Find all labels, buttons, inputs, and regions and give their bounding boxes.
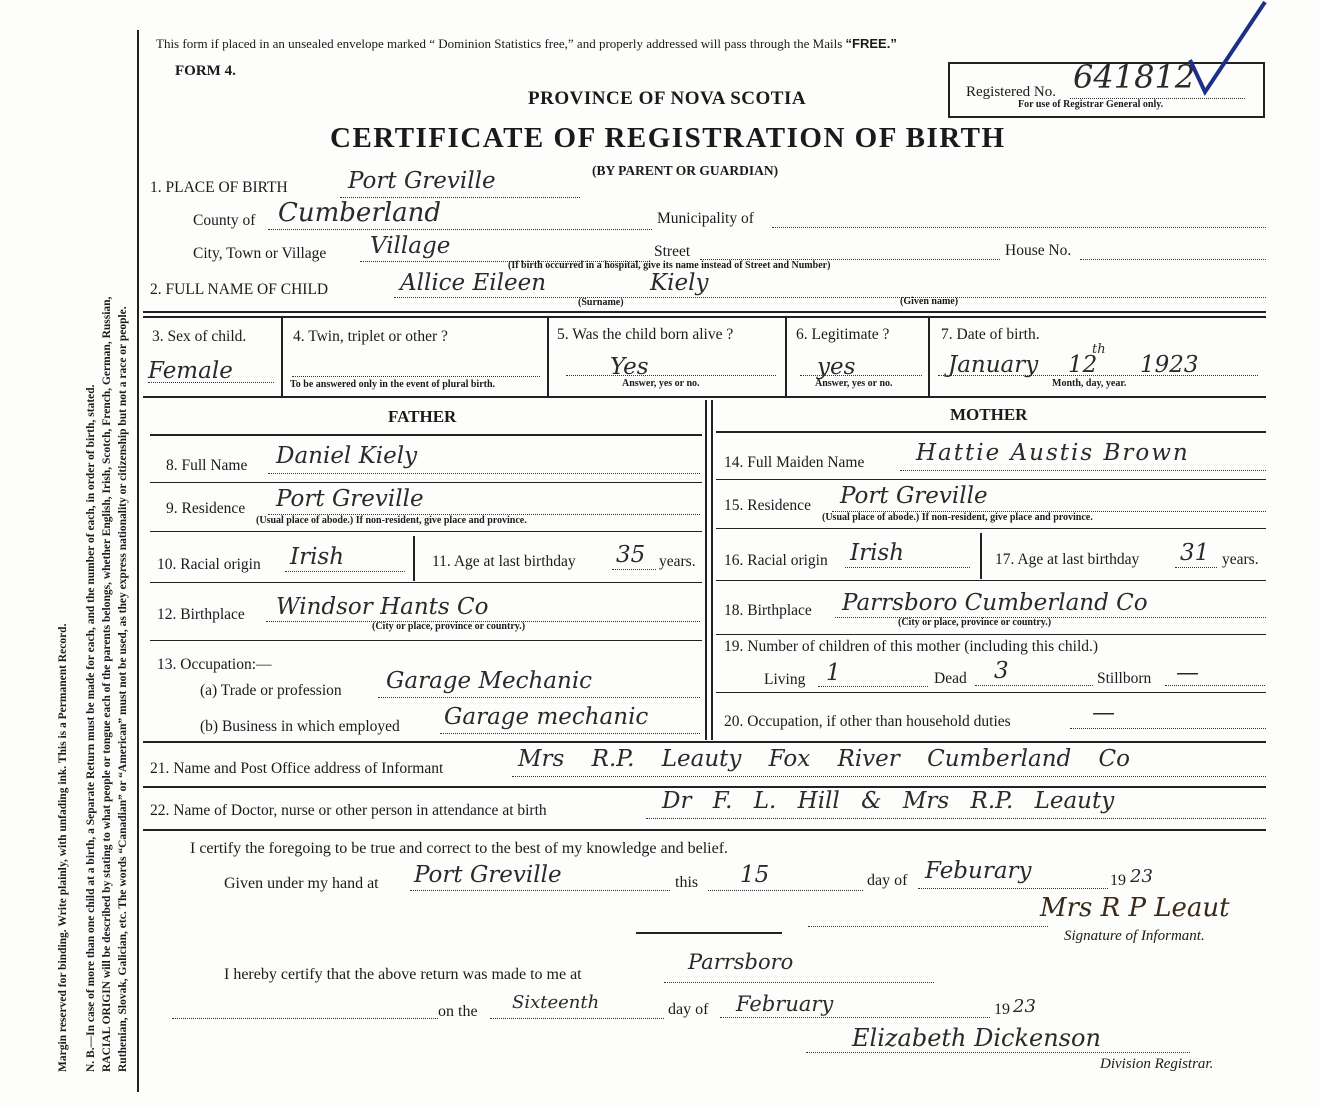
father-race-label: 10. Racial origin (157, 556, 261, 573)
father-age-years: years. (659, 553, 696, 570)
dob-note: Month, day, year. (1052, 378, 1127, 389)
registrar-year-suffix: 23 (1013, 996, 1036, 1017)
mother-birthplace-value: Parrsboro Cumberland Co (842, 590, 1148, 616)
province-title: PROVINCE OF NOVA SCOTIA (528, 88, 807, 109)
dob-label: 7. Date of birth. (941, 326, 1040, 343)
municipality-label: Municipality of (657, 210, 754, 227)
mother-residence-label: 15. Residence (724, 497, 811, 514)
father-business-label: (b) Business in which employed (200, 718, 400, 735)
mother-birthplace-label: 18. Birthplace (724, 602, 812, 619)
informant-signature-label: Signature of Informant. (1064, 928, 1205, 944)
registrar-on-the-label: on the (438, 1003, 478, 1020)
mother-stillborn-value: — (1176, 660, 1199, 686)
house-label: House No. (1005, 242, 1072, 259)
county-value: Cumberland (278, 198, 441, 228)
father-name-label: 8. Full Name (166, 457, 248, 474)
informant-signature: Mrs R P Leaut (1040, 893, 1230, 923)
father-trade-value: Garage Mechanic (386, 668, 593, 694)
legitimate-label: 6. Legitimate ? (796, 326, 890, 343)
place-of-birth-label: 1. PLACE OF BIRTH (150, 179, 288, 196)
city-label: City, Town or Village (193, 245, 327, 262)
given-year-suffix: 23 (1130, 866, 1153, 887)
legitimate-value: yes (817, 354, 856, 380)
margin-rule (137, 30, 139, 1092)
margin-note-2: N. B.—In case of more than one child at a birth, a Separate Return must be made for each, and the number of each, in order of birth, stated. (85, 384, 97, 1072)
registrar-text: I hereby certify that the above return was made to me at (224, 966, 582, 983)
born-alive-value: Yes (610, 354, 649, 380)
registered-number: 641812 (1073, 58, 1196, 96)
given-place: Port Greville (414, 862, 562, 888)
father-name-value: Daniel Kiely (276, 443, 418, 469)
this-label: this (675, 874, 699, 891)
father-residence-note: (Usual place of abode.) If non-resident, give place and province. (256, 515, 527, 526)
given-label: Given under my hand at (224, 875, 379, 892)
father-business-value: Garage mechanic (444, 704, 649, 730)
checkmark-icon (1180, 0, 1270, 100)
mother-race-label: 16. Racial origin (724, 552, 828, 569)
informant-label: 21. Name and Post Office address of Informant (150, 760, 444, 777)
sex-value: Female (148, 358, 233, 384)
surname-note: (Surname) (578, 297, 624, 308)
page-subtitle: (BY PARENT OR GUARDIAN) (592, 163, 779, 178)
father-birthplace-note: (City or place, province or country.) (372, 621, 526, 632)
given-month: Feburary (925, 858, 1032, 884)
mother-stillborn-label: Stillborn (1097, 670, 1152, 687)
twin-note: To be answered only in the event of plural birth. (290, 379, 496, 390)
father-residence-label: 9. Residence (166, 500, 246, 517)
dob-month: January (948, 352, 1039, 378)
mother-occupation-label: 20. Occupation, if other than household duties (724, 713, 1011, 730)
doctor-label: 22. Name of Doctor, nurse or other person in attendance at birth (150, 802, 547, 819)
mother-age-value: 31 (1180, 540, 1210, 566)
child-surname: Kiely (650, 270, 709, 296)
mother-occupation-value: — (1092, 700, 1115, 726)
certify-text: I certify the foregoing to be true and correct to the best of my knowledge and belief. (190, 840, 729, 857)
mother-age-years: years. (1222, 551, 1259, 568)
registrar-place: Parrsboro (688, 950, 794, 974)
given-year-prefix: 19 (1110, 872, 1126, 889)
registrar-day: Sixteenth (512, 992, 600, 1013)
given-name-note: (Given name) (900, 296, 959, 307)
registrar-title: Division Registrar. (1100, 1056, 1214, 1072)
registrar-signature: Elizabeth Dickenson (852, 1024, 1101, 1052)
given-day: 15 (740, 862, 770, 888)
father-birthplace-label: 12. Birthplace (157, 606, 245, 623)
doctor-value: Dr F. L. Hill & Mrs R.P. Leauty (662, 788, 1115, 814)
father-residence-value: Port Greville (276, 486, 424, 512)
given-day-of-label: day of (867, 872, 908, 889)
mother-birthplace-note: (City or place, province or country.) (898, 617, 1052, 628)
mother-race-value: Irish (850, 540, 905, 566)
father-birthplace-value: Windsor Hants Co (276, 594, 489, 620)
registrar-use-note: For use of Registrar General only. (1018, 99, 1164, 110)
father-heading: FATHER (388, 407, 457, 426)
registrar-month: February (736, 992, 834, 1016)
place-of-birth-value: Port Greville (348, 168, 496, 194)
dob-day-suffix: th (1092, 342, 1106, 357)
legitimate-note: Answer, yes or no. (815, 378, 893, 389)
mother-name-label: 14. Full Maiden Name (724, 454, 865, 471)
mother-residence-value: Port Greville (840, 483, 988, 509)
dob-year: 1923 (1140, 352, 1199, 378)
informant-value: Mrs R.P. Leauty Fox River Cumberland Co (518, 746, 1131, 772)
dob-day: 12 (1068, 352, 1098, 378)
street-label: Street (654, 243, 691, 260)
father-age-label: 11. Age at last birthday (432, 553, 576, 570)
born-alive-label: 5. Was the child born alive ? (557, 326, 734, 343)
born-alive-note: Answer, yes or no. (622, 378, 700, 389)
mother-living-value: 1 (826, 660, 841, 686)
sex-label: 3. Sex of child. (152, 328, 247, 345)
mother-dead-label: Dead (934, 670, 967, 687)
margin-note-4: Ruthenian, Slovak, Galician, etc. The words “Canadian” or “American” must not be used, as they express nationality or citizenship but not a race or people. (117, 306, 129, 1072)
registered-label: Registered No. (966, 84, 1056, 100)
mother-name-value: Hattie Austis Brown (916, 440, 1190, 466)
father-age-value: 35 (616, 542, 646, 568)
father-trade-label: (a) Trade or profession (200, 682, 342, 699)
hospital-note: (If birth occurred in a hospital, give its name instead of Street and Number) (508, 260, 831, 271)
mother-living-label: Living (764, 671, 806, 688)
form-number: FORM 4. (175, 63, 236, 79)
margin-note-3: RACIAL ORIGIN will be described by stating to what people or tongue each of the parents belongs, whether English, Irish, Scotch, French, German, Russian, (101, 296, 113, 1072)
page-title: CERTIFICATE OF REGISTRATION OF BIRTH (330, 122, 1006, 154)
county-label: County of (193, 212, 256, 229)
mother-age-label: 17. Age at last birthday (995, 551, 1140, 568)
registrar-day-of-label: day of (668, 1001, 709, 1018)
twin-label: 4. Twin, triplet or other ? (293, 328, 448, 345)
child-given-name: Allice Eileen (400, 270, 547, 296)
mother-residence-note: (Usual place of abode.) If non-resident, give place and province. (822, 512, 1093, 523)
city-value: Village (370, 233, 451, 259)
mother-dead-value: 3 (994, 658, 1009, 684)
registrar-year-prefix: 19 (994, 1001, 1010, 1018)
margin-note-1: Margin reserved for binding. Write plainly, with unfading ink. This is a Permanent Record. (57, 623, 69, 1072)
child-name-label: 2. FULL NAME OF CHILD (150, 281, 329, 298)
father-occupation-label: 13. Occupation:— (157, 656, 272, 673)
mother-children-label: 19. Number of children of this mother (including this child.) (724, 638, 1099, 655)
mail-notice: This form if placed in an unsealed envelope marked “ Dominion Statistics free,” and properly addressed will pass through the Mails “FREE.” (156, 36, 897, 51)
father-race-value: Irish (290, 544, 345, 570)
mother-heading: MOTHER (950, 405, 1028, 424)
